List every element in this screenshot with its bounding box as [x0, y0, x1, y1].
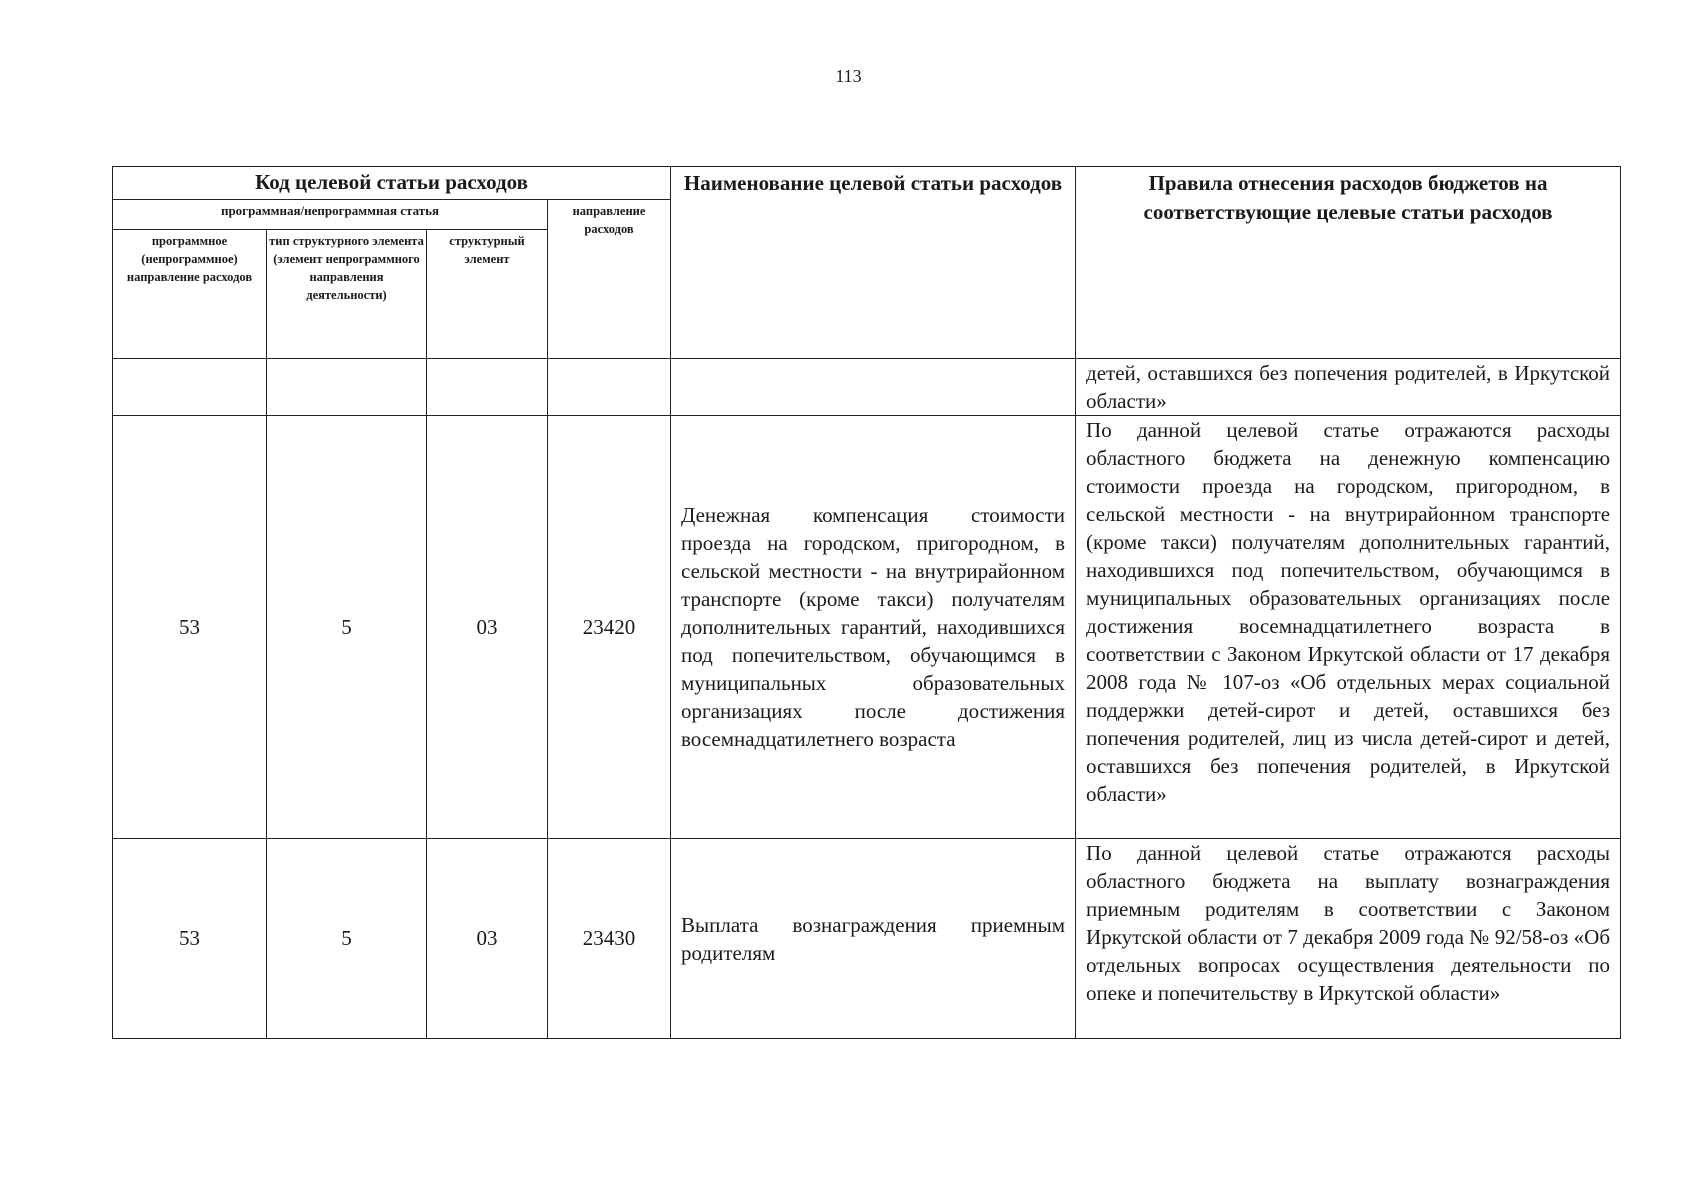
structural-element-cell: [427, 359, 548, 416]
structural-type-cell: 5: [267, 839, 427, 1039]
program-article-header: программная/непрограммная статья: [113, 200, 548, 230]
article-name-cell: Денежная компенсация стоимости проезда на городском, пригородном, в сельской местности - на внутрирайонном транспорте (кроме такси) получателям дополнительных гарантий, находившихся под попечительством, обучающимся в муниципальных образовательных организациях после достижения восемнадцатилетнего возраста: [671, 416, 1076, 839]
direction-code-cell: 23420: [548, 416, 671, 839]
table-row: [113, 839, 1621, 1039]
structural-element-cell: 03: [427, 416, 548, 839]
page-number: 113: [835, 66, 862, 86]
budget-classification-table: [112, 166, 1621, 1039]
rule-text-cell: По данной целевой статье отражаются расходы областного бюджета на денежную компенсацию стоимости проезда на городском, пригородном, в сельской местности - на внутрирайонном транспорте (кроме такси) получателям дополнительных гарантий, находившихся под попечительством, обучающимся в муниципальных образовательных организациях после достижения восемнадцатилетнего возраста в соответствии с Законом Иркутской области от 17 декабря 2008 года № 107-оз «Об отдельных мерах социальной поддержки детей-сирот и детей, оставшихся без попечения родителей, лиц из числа детей-сирот и детей, оставшихся без попечения родителей, в Иркутской области»: [1076, 416, 1621, 839]
article-name-cell: Выплата вознаграждения приемным родителям: [671, 839, 1076, 1039]
code-header: Код целевой статьи расходов: [113, 167, 671, 200]
rule-text-cell: По данной целевой статье отражаются расходы областного бюджета на выплату вознаграждения приемным родителям в соответствии с Законом Иркутской области от 7 декабря 2009 года № 92/58-оз «Об отдельных вопросах осуществления деятельности по опеке и попечительству в Иркутской области»: [1076, 839, 1621, 1039]
structural-type-cell: [267, 359, 427, 416]
structural-type-header: тип структурного элемента (элемент непрограммного направления деятельности): [267, 230, 427, 359]
table-row: [113, 416, 1621, 839]
rules-header: Правила отнесения расходов бюджетов на соответствующие целевые статьи расходов: [1076, 167, 1621, 359]
expense-direction-header: направление расходов: [548, 200, 671, 359]
program-code-cell: [113, 359, 267, 416]
structural-element-cell: 03: [427, 839, 548, 1039]
direction-code-cell: 23430: [548, 839, 671, 1039]
structural-type-cell: 5: [267, 416, 427, 839]
rule-text-cell: детей, оставшихся без попечения родителей, в Иркутской области»: [1076, 359, 1621, 416]
structural-element-header: структурный элемент: [427, 230, 548, 359]
name-header: Наименование целевой статьи расходов: [671, 167, 1076, 359]
program-code-cell: 53: [113, 839, 267, 1039]
direction-code-cell: [548, 359, 671, 416]
article-name-cell: [671, 359, 1076, 416]
program-direction-header: программное (непрограммное) направление расходов: [113, 230, 267, 359]
table-row: [113, 359, 1621, 416]
program-code-cell: 53: [113, 416, 267, 839]
